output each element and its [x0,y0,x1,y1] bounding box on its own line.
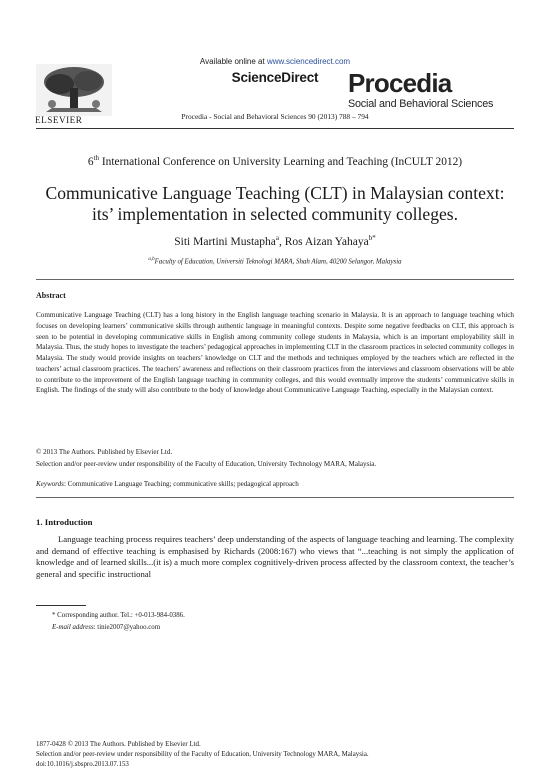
affiliation-sup: a,b [148,257,155,262]
introduction-text: Language teaching process requires teachers’ deep understanding of the aspects of language teaching and learning. The complexity and demand of effective teaching is emphasised by Richards (2008:167) who views that “...teaching is not simply the application of knowledge and of learned skills...(it is) a much more complex cognitively-driven process affected by the classroom context, the teacher’s general and specific instructional [36,534,514,579]
introduction-body [36,534,514,580]
keywords-label: Keywords [36,480,64,488]
procedia-title: Procedia [348,68,452,98]
keywords-list: : Communicative Language Teaching; communicative skills; pedagogical approach [63,480,299,488]
email-address[interactable]: : tinie2007@yahoo.com [93,624,161,631]
paper-title-line2: its’ implementation in selected community colleges. [91,204,459,224]
affiliation [0,257,550,265]
sciencedirect-brand: ScienceDirect [231,70,319,85]
footnote-rule [36,605,86,606]
email-label: E-mail address [52,624,94,631]
paper-title [30,183,520,225]
email-line [52,624,160,631]
conference-name: International Conference on University Learning and Teaching (InCULT 2012) [99,155,463,168]
abstract-selection: Selection and/or peer-review under responsibility of the Faculty of Education, University Technology MARA, Malaysia. [36,460,377,468]
author-2: , Ros Aizan Yahaya [278,235,369,248]
footer-doi[interactable]: doi:10.1016/j.sbspro.2013.07.153 [36,761,129,768]
abstract-bottom-rule [36,497,514,498]
affiliation-text: Faculty of Education, Universiti Teknologi MARA, Shah Alam, 40200 Selangor, Malaysia [154,258,402,266]
procedia-subtitle: Social and Behavioral Sciences [348,98,494,110]
author-1-sup: a [275,234,279,242]
conference-ordinal-suffix: th [93,154,100,162]
corresponding-author: * Corresponding author. Tel.: +0-013-984-0386. [52,612,185,619]
abstract-copyright: © 2013 The Authors. Published by Elsevier Ltd. [36,448,173,456]
abstract-body: Communicative Language Teaching (CLT) has a long history in the English language teaching scenario in Malaysia. It is an approach to language teaching which focuses on developing learners’ communicative skills through authentic language in meaningful contexts. Despite some negative feedbacks on CLT, this approach is seen to be potential in developing communicative skills in English among community college students in Malaysia, which is an important employability skill in Malaysia. Thus, the study hopes to investigate the teachers’ pedagogical approaches in implementing CLT in the classroom practices in selected community colleges in Malaysia. The study would provide insights on teachers’ knowledge on CLT and the methods and techniques employed by the teachers which are reflected in the teachers’ actual classroom practices. The teachers’ awareness and reflections on their classroom practices from the interviews and classroom observations will be able to contribute to the improvement of the English language teaching in community colleges, and this would eventually improve the students’ communicative skills in English. The findings of the study will also contribute to the body of knowledge about Communicative Language Teaching, especially in the Malaysian context. [36,311,514,395]
abstract-heading: Abstract [36,291,66,300]
available-prefix: Available online at [199,57,267,66]
elsevier-tree-logo [36,64,112,116]
conference-ordinal: 6 [87,155,94,168]
authors [0,234,550,248]
paper-title-line1: Communicative Language Teaching (CLT) in Malaysian context: [45,183,505,203]
introduction-heading: 1. Introduction [36,517,93,527]
keywords [36,480,299,488]
footer-issn: 1877-0428 © 2013 The Authors. Published by Elsevier Ltd. [36,741,201,748]
journal-citation: Procedia - Social and Behavioral Sciences 90 (2013) 788 – 794 [181,112,369,121]
elsevier-wordmark: ELSEVIER [35,115,83,125]
sciencedirect-link[interactable]: www.sciencedirect.com [266,57,351,66]
conference-line [0,154,550,168]
author-1: Siti Martini Mustapha [174,235,276,248]
footer-selection: Selection and/or peer-review under responsibility of the Faculty of Education, University Technology MARA, Malaysia. [36,751,369,758]
author-2-sup: b* [368,234,376,242]
header-rule [36,128,514,129]
abstract-top-rule [36,279,514,280]
